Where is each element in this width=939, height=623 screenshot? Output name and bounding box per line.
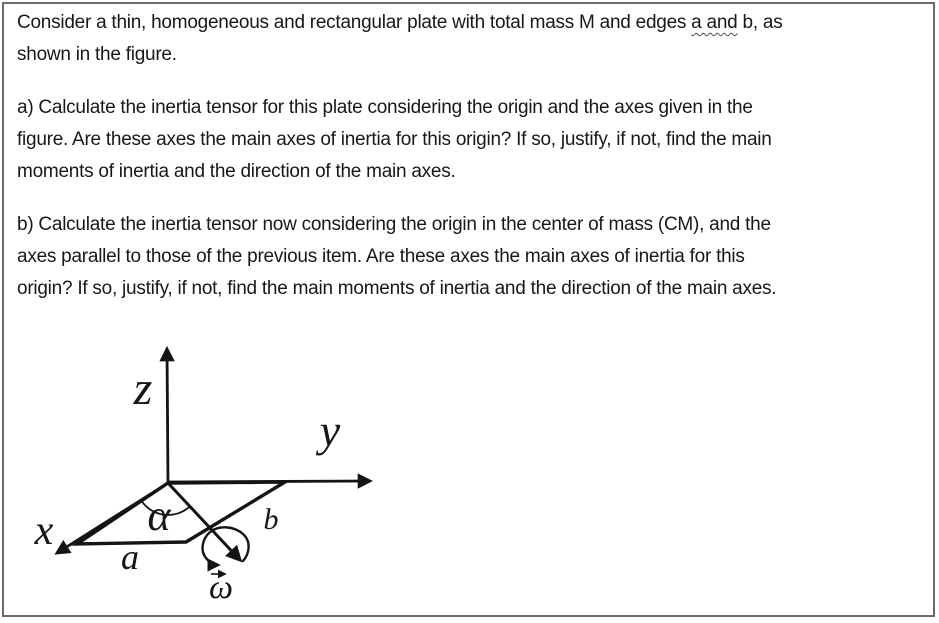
omega-axis — [168, 483, 240, 560]
part-a-line-3: moments of inertia and the direction of the main axes. — [17, 161, 456, 182]
intro-line-1 — [17, 7, 925, 39]
paragraph-part-b — [17, 209, 925, 305]
z-axis — [167, 349, 168, 483]
paragraph-intro — [17, 7, 925, 71]
axis-label-y: y — [319, 405, 341, 456]
part-b-line-3: origin? If so, justify, if not, find the main moments of inertia and the direction of the main axes. — [17, 278, 777, 299]
edge-label-a: a — [121, 537, 139, 577]
edge-label-b: b — [263, 503, 279, 536]
part-b-line-2: axes parallel to those of the previous item. Are these axes the main axes of inertia for this — [17, 246, 745, 267]
paragraph-part-a — [17, 92, 925, 188]
part-a-line-2: figure. Are these axes the main axes of inertia for this origin? If so, justify, if not, find the main — [17, 129, 772, 150]
angle-label-alpha: α — [147, 491, 171, 540]
spellcheck-wavy-text: a and — [691, 12, 738, 33]
omega-label: ω — [208, 569, 234, 606]
intro-line-2: shown in the figure. — [17, 44, 177, 65]
problem-text — [17, 7, 925, 326]
part-b-line-1: b) Calculate the inertia tensor now considering the origin in the center of mass (CM), and the — [17, 214, 771, 235]
axis-label-z: z — [133, 362, 153, 415]
axis-label-x: x — [34, 508, 54, 554]
intro-text-before: Consider a thin, homogeneous and rectangular plate with total mass M and edges — [17, 12, 692, 33]
plate-axes-figure — [0, 311, 420, 616]
part-a-line-1: a) Calculate the inertia tensor for this plate considering the origin and the axes given in the — [17, 97, 753, 118]
intro-text-after: b, as — [737, 12, 783, 33]
